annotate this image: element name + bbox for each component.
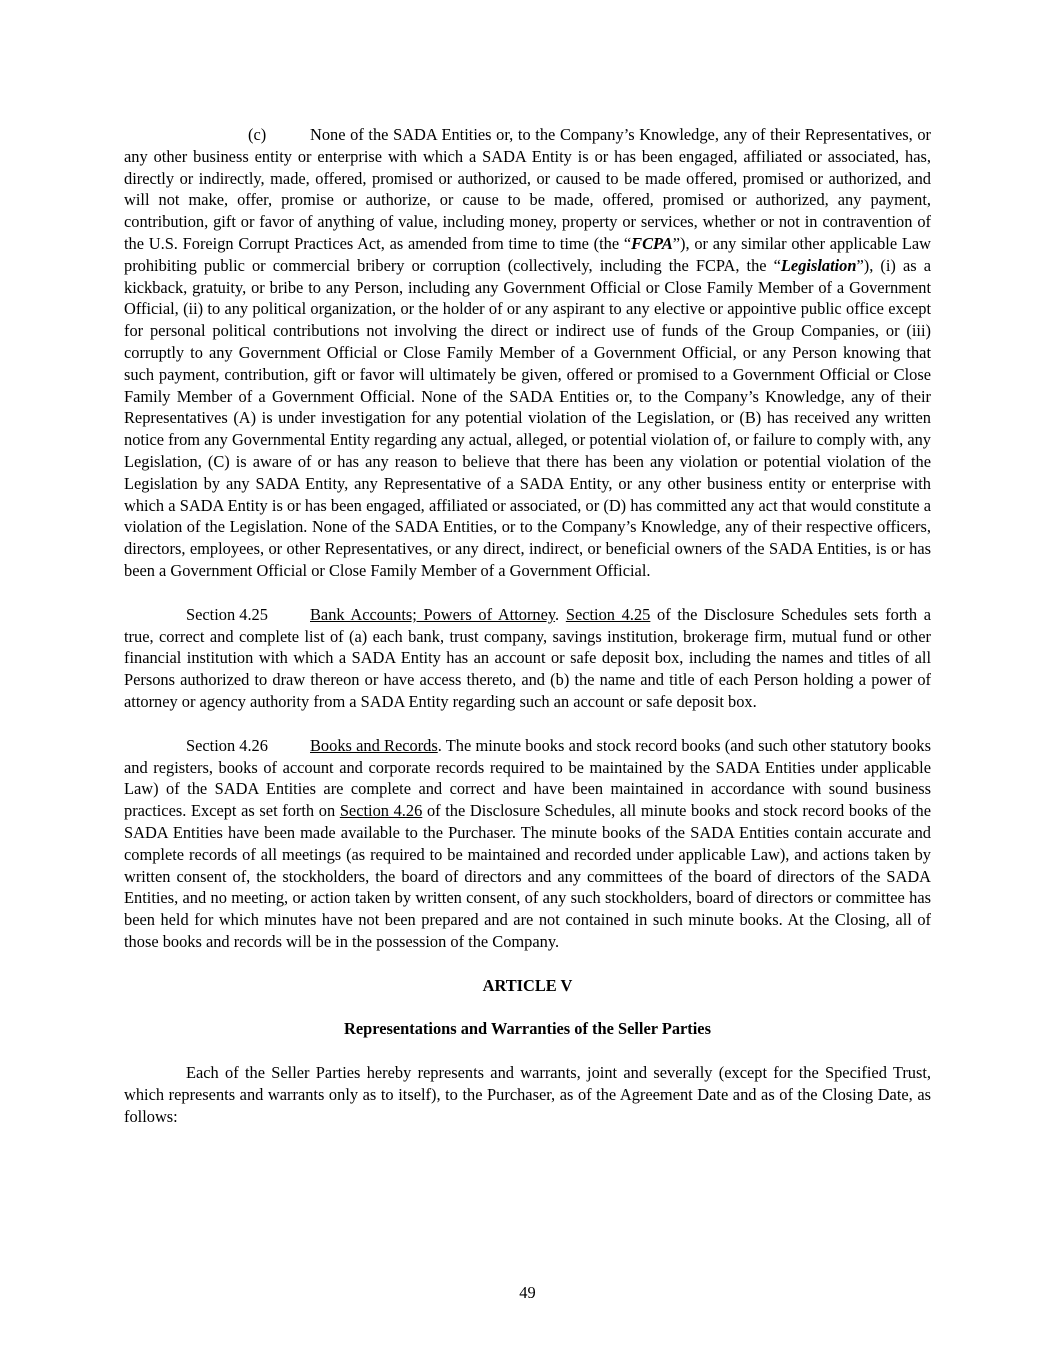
section-4-26-reference: Section 4.26 [339,801,423,821]
section-4-26-text-2: of the Disclosure Schedules, all minute books and stock record books of the SADA Entities have been made available to the Purchaser. The minute books of the SADA Entities contain accurate and complete records of all meetings (as required to be maintained and recorded under applicable Law), and actions taken by written consent of, the stockholders, the board of directors and any committees of the board of directors of the SADA Entities, and no meeting, or action taken by written consent, of any such stockholders, board of directors or committee has been held for which minutes have not been prepared and are not contained in such minute books. At the Closing, all of those books and records will be in the possession of the Company. [124,801,931,951]
paragraph-c [124,124,931,582]
section-4-26-title: Books and Records [310,735,438,755]
defined-term-fcpa: FCPA [631,233,673,253]
document-page [124,124,931,1128]
article-intro: Each of the Seller Parties hereby represents and warrants, joint and severally (except for the Specified Trust, which represents and warrants only as to itself), to the Purchaser, as of the Agreement Date and as of the Closing Date, as follows: [124,1063,931,1126]
section-4-25-title: Bank Accounts; Powers of Attorney [310,604,556,624]
section-4-26 [124,735,931,953]
defined-term-legislation: Legislation [780,255,857,275]
section-4-25-title-punct: . [555,604,566,624]
section-4-25 [124,604,931,713]
article-heading: Representations and Warranties of the Seller Parties [344,1019,711,1039]
section-4-25-number: Section 4.25 [186,604,268,624]
section-4-26-number: Section 4.26 [186,735,268,755]
article-title: ARTICLE V [482,975,573,995]
section-4-25-text: of the Disclosure Schedules sets forth a true, correct and complete list of (a) each bank, trust company, savings institution, brokerage firm, mutual fund or other financial institution with which a SADA Entity has an account or safe deposit box, including the names and titles of all Persons authorized to draw thereon or have access thereto, and (b) the name and title of each Person holding a power of attorney or agency authority from a SADA Entity regarding such an account or safe deposit box. [124,604,932,711]
section-4-25-reference: Section 4.25 [565,604,651,624]
paragraph-c-text-3: ”), (i) as a kickback, gratuity, or bribe to any Person, including any Government Official or Close Family Member of a Government Official, (ii) to any political organization, or the holder of or any aspirant to any elective or appointive public office except for personal political contributions not involving the direct or indirect use of funds of the Group Companies, or (iii) corruptly to any Government Official or Close Family Member of a Government Official, or any Person knowing that such payment, contribution, gift or favor will ultimately be given, offered or promised to a Government Official or Close Family Member of a Government Official. None of the SADA Entities or, to the Company’s Knowledge, any of their Representatives (A) is under investigation for any potential violation of the Legislation, or (B) has received any written notice from any Governmental Entity regarding any actual, alleged, or potential violation of, or failure to comply with, any Legislation, (C) is aware of or has any reason to believe that there has been any violation or potential violation of the Legislation by any SADA Entity, any Representative of a SADA Entity, or any other business entity or enterprise with which a SADA Entity is or has been engaged, affiliated or associated, or (D) has committed any act that would constitute a violation of the Legislation. None of the SADA Entities, or to the Company’s Knowledge, any of their respective officers, directors, employees, or other Representatives, or any direct, indirect, or beneficial owners of the SADA Entities, is or has been a Government Official or Close Family Member of a Government Official. [124,255,931,580]
page-number: 49 [519,1283,536,1302]
paragraph-c-text-2: ”), or any similar other applicable Law prohibiting public or commercial bribery or corruption (collectively, including the FCPA, the “ [124,233,931,275]
section-4-26-text-1: . The minute books and stock record books (and such other statutory books and registers, books of account and corporate records required to be maintained by the SADA Entities under applicable Law) of the SADA Entities are complete and correct and have been maintained in accordance with sound business practices. Except as set forth on [124,735,931,821]
paragraph-c-label: (c) [248,125,267,144]
paragraph-c-text-1: None of the SADA Entities or, to the Company’s Knowledge, any of their Representatives, or any other business entity or enterprise with which a SADA Entity is or has been engaged, affiliated or associated, has, directly or indirectly, made, offered, promised or authorized, or caused to be made offered, promised or authorized, and will not make, offer, promise or authorize, or cause to be made, offered, promised or authorized, any payment, contribution, gift or favor of anything of value, including money, property or services, whether or not in contravention of the U.S. Foreign Corrupt Practices Act, as amended from time to time (the “ [124,125,931,253]
